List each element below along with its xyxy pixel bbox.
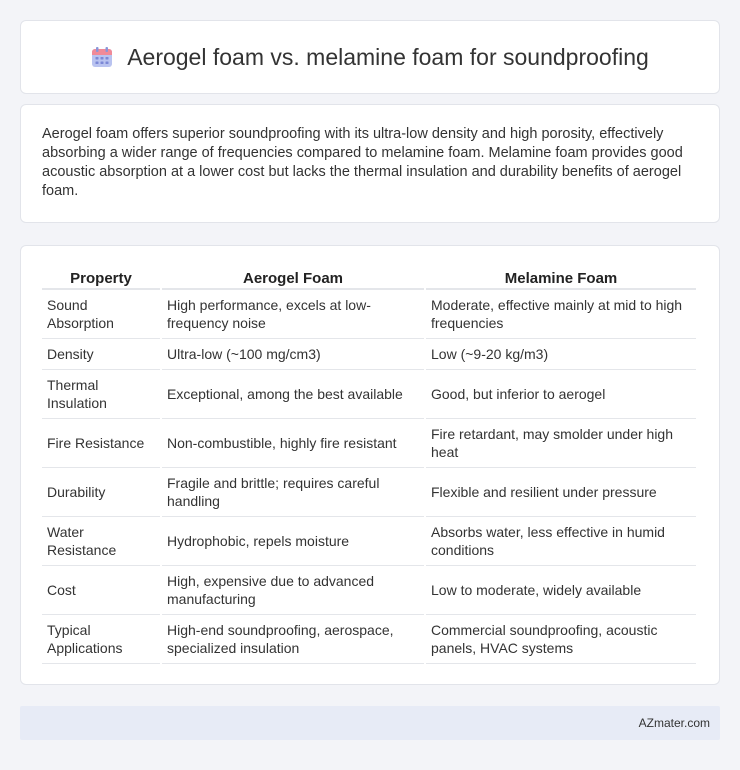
row-melamine: Flexible and resilient under pressure bbox=[426, 468, 696, 517]
row-property: Cost bbox=[42, 566, 160, 615]
table-row bbox=[42, 468, 696, 517]
row-aerogel: Non-combustible, highly fire resistant bbox=[162, 419, 424, 468]
row-property: Durability bbox=[42, 468, 160, 517]
header-melamine: Melamine Foam bbox=[426, 268, 696, 290]
row-melamine: Low (~9-20 kg/m3) bbox=[426, 339, 696, 370]
page-title: Aerogel foam vs. melamine foam for soundproofing bbox=[127, 43, 649, 70]
row-melamine: Low to moderate, widely available bbox=[426, 566, 696, 615]
row-aerogel: High performance, excels at low-frequency noise bbox=[162, 290, 424, 339]
table-row bbox=[42, 566, 696, 615]
table-row bbox=[42, 615, 696, 664]
header-aerogel: Aerogel Foam bbox=[162, 268, 424, 290]
row-property: Density bbox=[42, 339, 160, 370]
row-property: Water Resistance bbox=[42, 517, 160, 566]
row-aerogel: Hydrophobic, repels moisture bbox=[162, 517, 424, 566]
table-row bbox=[42, 370, 696, 419]
table-row bbox=[42, 339, 696, 370]
row-melamine: Absorbs water, less effective in humid conditions bbox=[426, 517, 696, 566]
comparison-table-card bbox=[20, 245, 720, 685]
row-melamine: Fire retardant, may smolder under high heat bbox=[426, 419, 696, 468]
header-property: Property bbox=[42, 268, 160, 290]
row-property: Thermal Insulation bbox=[42, 370, 160, 419]
title-card bbox=[20, 20, 720, 94]
row-melamine: Commercial soundproofing, acoustic panels, HVAC systems bbox=[426, 615, 696, 664]
table-row bbox=[42, 517, 696, 566]
table-row bbox=[42, 419, 696, 468]
footer-site-link[interactable]: AZmater.com bbox=[638, 716, 710, 730]
row-aerogel: High-end soundproofing, aerospace, specialized insulation bbox=[162, 615, 424, 664]
description-text: Aerogel foam offers superior soundproofing with its ultra-low density and high porosity, effectively absorbing a wider range of frequencies compared to melamine foam. Melamine foam provides good acoustic absorption at a lower cost but lacks the thermal insulation and durability benefits of aerogel foam. bbox=[42, 126, 683, 199]
comparison-table bbox=[40, 268, 698, 664]
row-melamine: Good, but inferior to aerogel bbox=[426, 370, 696, 419]
row-property: Typical Applications bbox=[42, 615, 160, 664]
row-aerogel: Exceptional, among the best available bbox=[162, 370, 424, 419]
table-row bbox=[42, 290, 696, 339]
row-property: Sound Absorption bbox=[42, 290, 160, 339]
footer bbox=[20, 706, 720, 740]
row-melamine: Moderate, effective mainly at mid to high frequencies bbox=[426, 290, 696, 339]
row-aerogel: Fragile and brittle; requires careful handling bbox=[162, 468, 424, 517]
calendar-icon bbox=[91, 46, 113, 68]
description-card bbox=[20, 104, 720, 223]
table-header-row bbox=[42, 268, 696, 290]
row-property: Fire Resistance bbox=[42, 419, 160, 468]
row-aerogel: Ultra-low (~100 mg/cm3) bbox=[162, 339, 424, 370]
row-aerogel: High, expensive due to advanced manufacturing bbox=[162, 566, 424, 615]
